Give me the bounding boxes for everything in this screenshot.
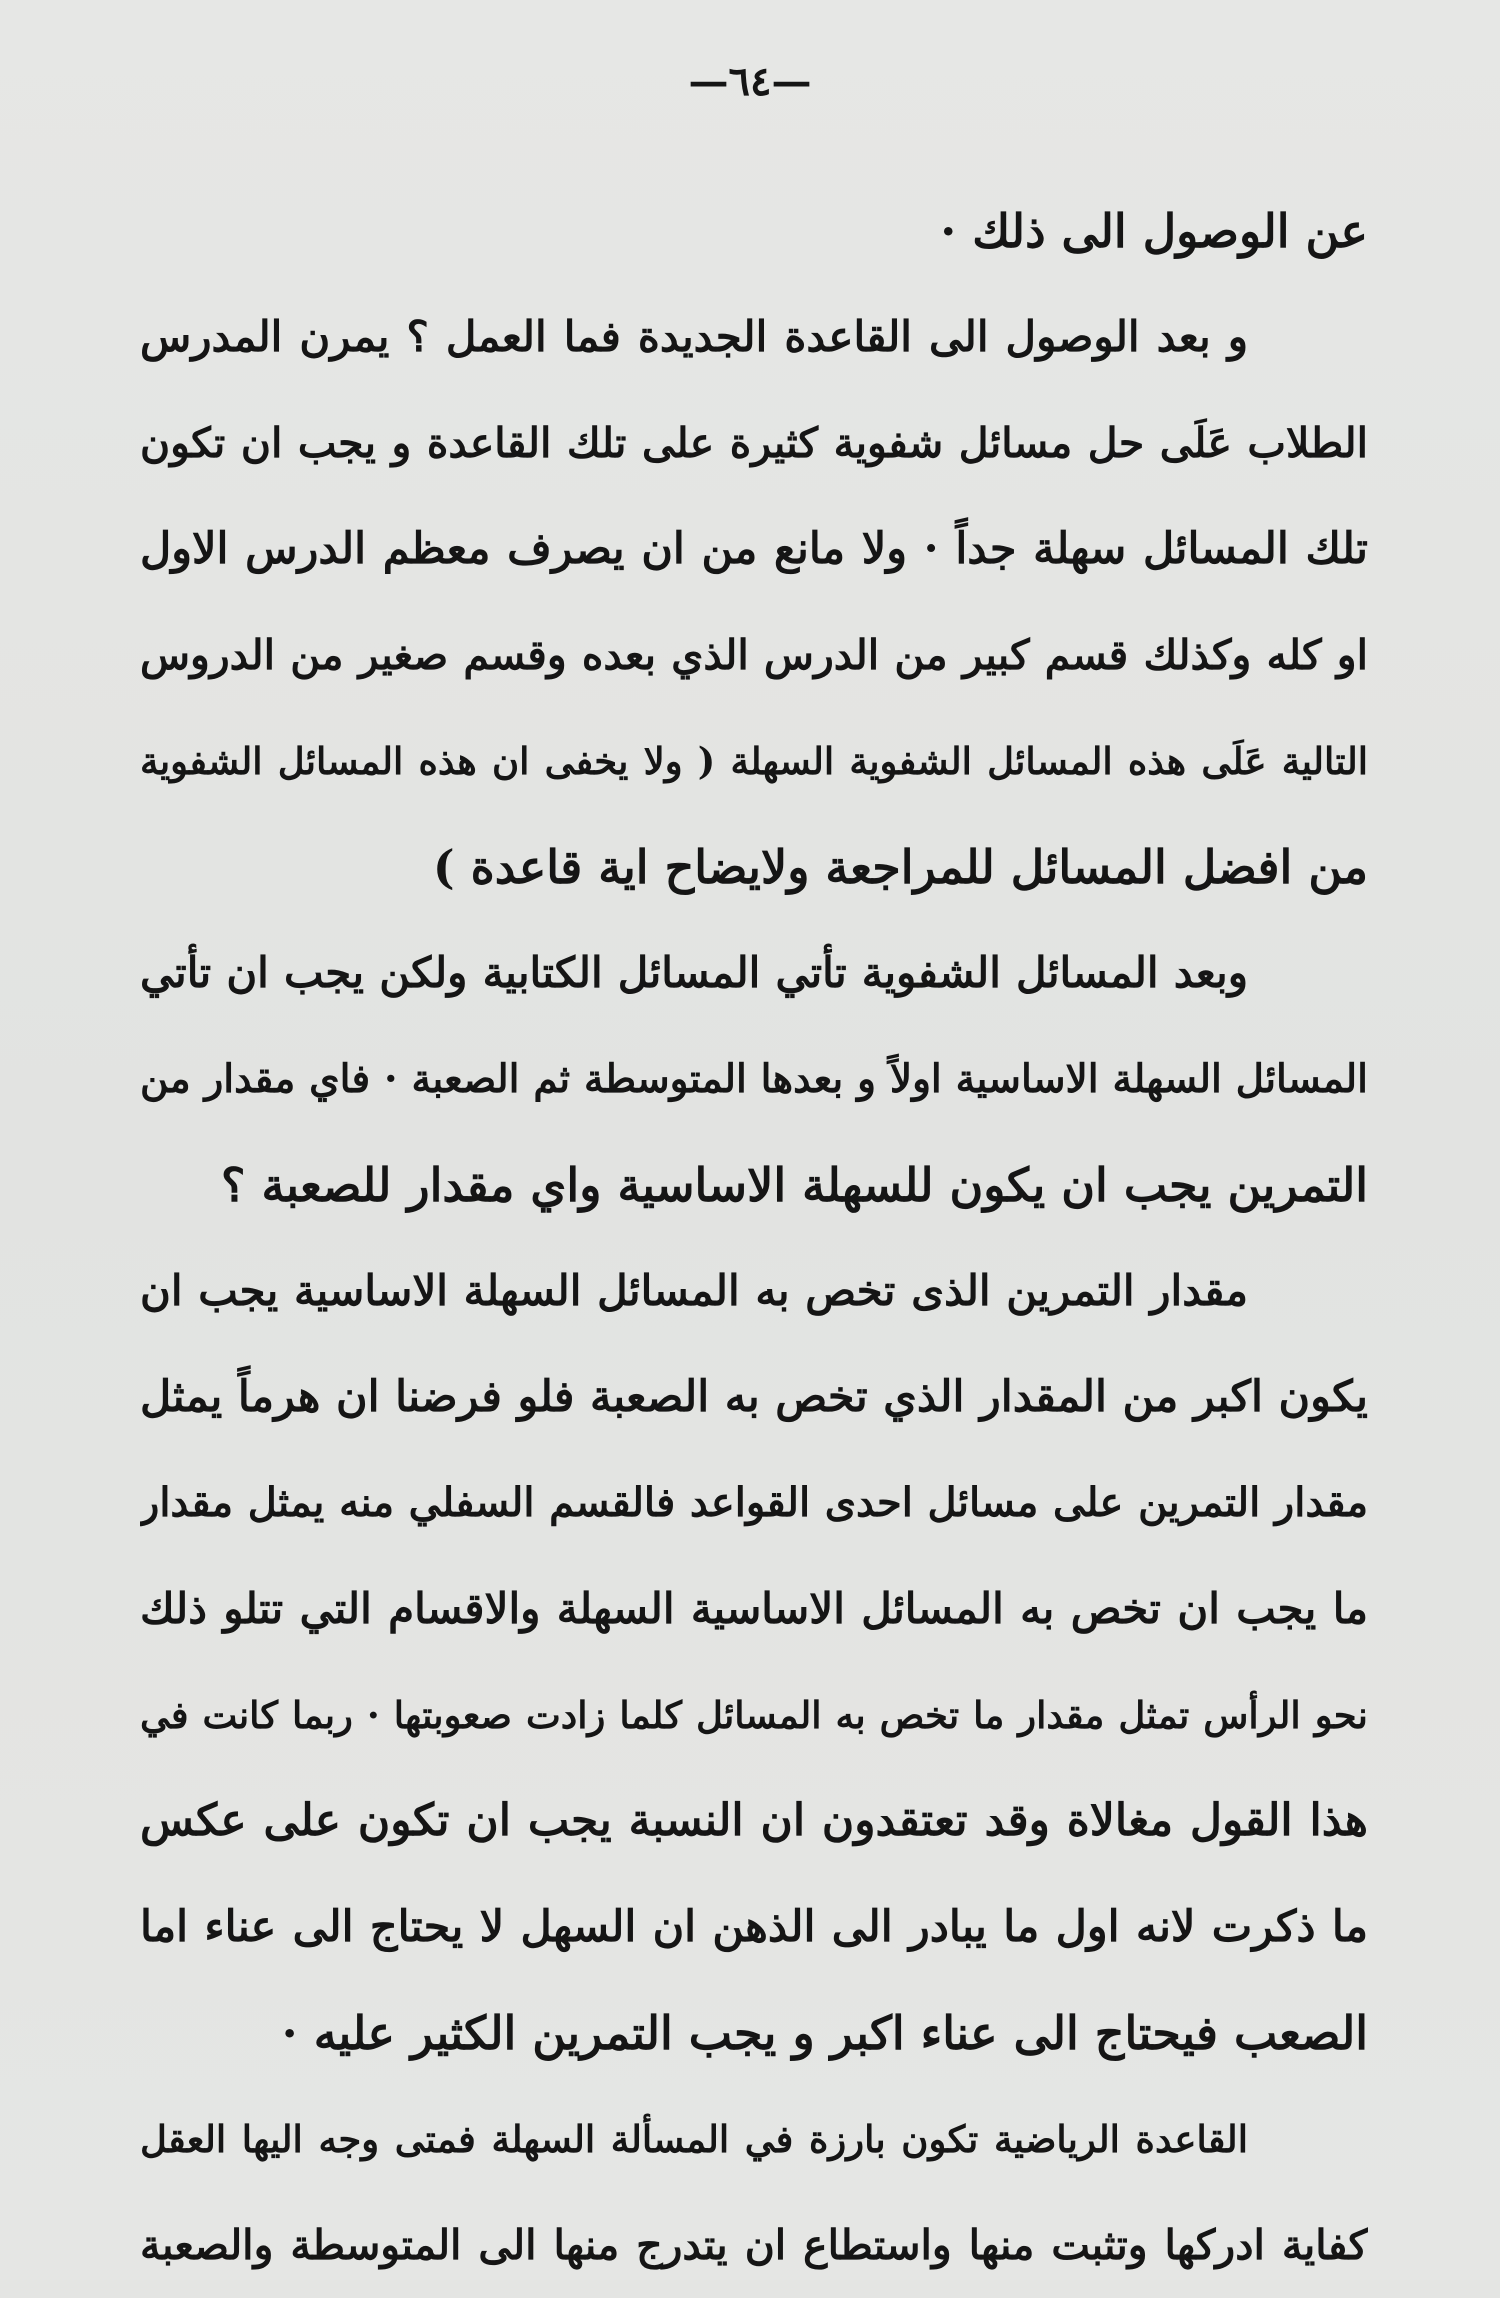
text-line: الصعب فيحتاج الى عناء اكبر و يجب التمرين الكثير عليه · bbox=[281, 2006, 1368, 2060]
text-line: التالية عَلَى هذه المسائل الشفوية السهلة ( ولا يخفى ان هذه المسائل الشفوية bbox=[140, 739, 1368, 783]
text-line: يكون اكبر من المقدار الذي تخص به الصعبة فلو فرضنا ان هرماً يمثل bbox=[140, 1372, 1368, 1422]
text-line: تلك المسائل سهلة جداً · ولا مانع من ان يصرف معظم الدرس الاول bbox=[140, 524, 1368, 574]
text-line: المسائل السهلة الاساسية اولاً و بعدها المتوسطة ثم الصعبة · فاي مقدار من bbox=[140, 1056, 1368, 1102]
text-line: من افضل المسائل للمراجعة ولايضاح اية قاعدة ) bbox=[432, 840, 1368, 894]
text-line: عن الوصول الى ذلك · bbox=[940, 204, 1368, 258]
text-line: ما يجب ان تخص به المسائل الاساسية السهلة والاقسام التي تتلو ذلك bbox=[140, 1584, 1368, 1633]
text-line: نحو الرأس تمثل مقدار ما تخص به المسائل كلما زادت صعوبتها · ربما كانت في bbox=[140, 1693, 1368, 1737]
body-text bbox=[140, 178, 1368, 2298]
text-line: هذا القول مغالاة وقد تعتقدون ان النسبة يجب ان تكون على عكس bbox=[140, 1795, 1368, 1846]
text-line: الطلاب عَلَى حل مسائل شفوية كثيرة على تلك القاعدة و يجب ان تكون bbox=[140, 419, 1368, 467]
text-line: القاعدة الرياضية تكون بارزة في المسألة السهلة فمتى وجه اليها العقل bbox=[140, 2117, 1248, 2161]
page-number: —٦٤— bbox=[688, 58, 812, 105]
text-line: ما ذكرت لانه اول ما يبادر الى الذهن ان السهل لا يحتاج الى عناء اما bbox=[140, 1902, 1368, 1952]
text-line: و بعد الوصول الى القاعدة الجديدة فما العمل ؟ يمرن المدرس bbox=[140, 312, 1248, 361]
text-line: او كله وكذلك قسم كبير من الدرس الذي بعده وقسم صغير من الدروس bbox=[140, 631, 1368, 679]
text-line: وبعد المسائل الشفوية تأتي المسائل الكتابية ولكن يجب ان تأتي bbox=[140, 948, 1248, 997]
text-line: كفاية ادركها وتثبت منها واستطاع ان يتدرج منها الى المتوسطة والصعبة bbox=[140, 2221, 1368, 2269]
text-line: مقدار التمرين الذى تخص به المسائل السهلة الاساسية يجب ان bbox=[140, 1266, 1248, 1315]
text-line: مقدار التمرين على مسائل احدى القواعد فالقسم السفلي منه يمثل مقدار bbox=[140, 1479, 1368, 1526]
text-line: التمرين يجب ان يكون للسهلة الاساسية واي مقدار للصعبة ؟ bbox=[221, 1158, 1368, 1212]
